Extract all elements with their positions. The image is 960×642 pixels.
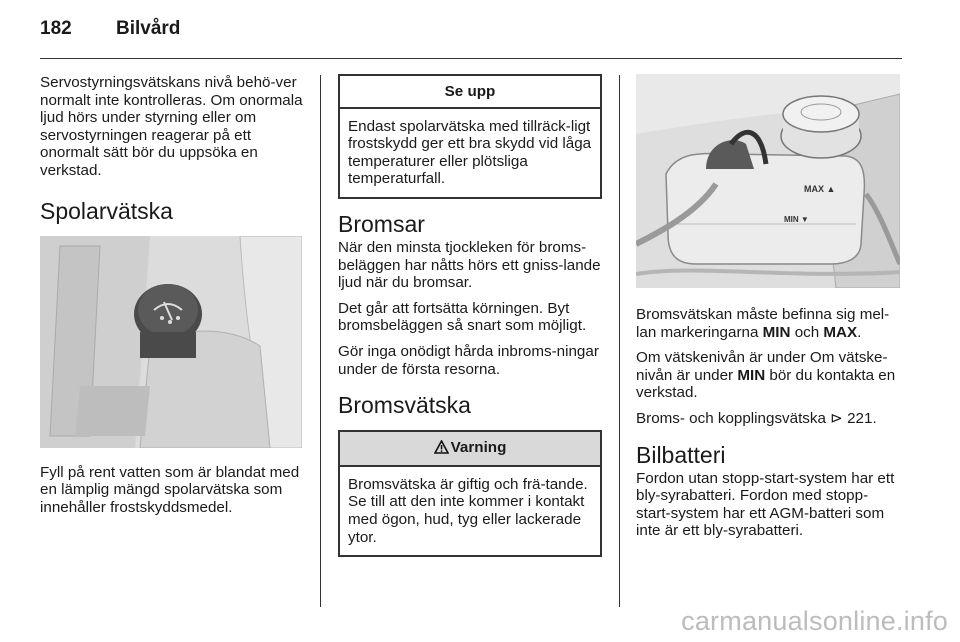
page-reference-icon: ⊳ [830,409,843,427]
bromsar-paragraph-3: Gör inga onödigt hårda inbroms-ningar under de första resorna. [338,342,599,378]
page-reference-number[interactable]: 221. [842,409,877,427]
warning-text: Bromsvätska är giftig och frä-tande. Se till att den inte kommer i kontakt med ögon, hud, tyg eller lackerade ytor. [348,475,588,546]
heading-bromsvatska: Bromsvätska [338,392,471,419]
heading-spolarvatska: Spolarvätska [40,197,173,224]
header-rule [40,58,902,59]
column-2 [338,74,602,567]
p1-end: . [857,323,862,341]
warning-triangle-icon [434,440,449,459]
bilbatteri-paragraph: Fordon utan stopp-start-system har ett bly-syrabatteri. Fordon med stopp-start-system har ett AGM-batteri som inte är ett bly-syrabatteri. [636,469,895,540]
p2-after: bör du kontakta en verkstad. [636,366,896,402]
watermark: carmanualsonline.info [681,606,948,636]
column-3 [636,74,902,548]
p1-min: MIN [762,323,791,341]
p1-max: MAX [823,323,858,341]
heading-bromsar: Bromsar [338,210,425,237]
servo-paragraph: Servostyrningsvätskans nivå behö-ver normalt inte kontrolleras. Om onormala ljud hörs under styrning eller om servostyrningen reagerar på ett onormalt sätt bör du uppsöka en verkstad. [40,74,303,179]
bromsar-paragraph-1: När den minsta tjockleken för broms-beläggen har nåtts hörs ett gniss-lande ljud när du bromsar. [338,238,601,292]
spolarvatska-paragraph: Fyll på rent vatten som är blandat med en lämplig mängd spolarvätska som innehåller frostskyddsmedel. [40,463,300,516]
bromsvatska-paragraph-3 [636,410,902,428]
caution-box [338,74,602,199]
bromsvatska-paragraph-1 [636,306,902,341]
warning-box [338,430,602,557]
bromsar-paragraph-2: Det går att fortsätta körningen. Byt bromsbeläggen så snart som möjligt. [338,299,587,335]
p2-min: MIN [737,366,766,384]
caution-title: Se upp [340,76,600,109]
column-divider-2 [619,75,620,607]
page-number: 182 [40,18,72,39]
fig-label-max: MAX ▲ [804,184,836,194]
fig-label-min: MIN ▼ [784,215,809,224]
caution-text: Endast spolarvätska med tillräck-ligt frostskydd ger ett bra skydd vid låga temperaturer eller plötsliga temperaturfall. [348,117,592,188]
p3-text: Broms- och kopplingsvätska [636,409,831,427]
page-header [40,18,180,40]
warning-header [340,432,600,467]
column-1 [40,74,306,524]
washer-fluid-illustration [40,236,302,448]
p1-mid: och [790,323,824,341]
p2-text: Om vätskenivån är under Om vätske-nivån är under [636,349,888,384]
bromsvatska-paragraph-2 [636,349,902,402]
brake-fluid-reservoir-illustration [636,74,900,288]
column-divider-1 [320,75,321,607]
p1-text: Bromsvätskan måste befinna sig mel-lan markeringarna [636,306,890,341]
heading-bilbatteri: Bilbatteri [636,441,726,468]
warning-title: Varning [450,439,507,457]
page-title: Bilvård [116,18,181,39]
